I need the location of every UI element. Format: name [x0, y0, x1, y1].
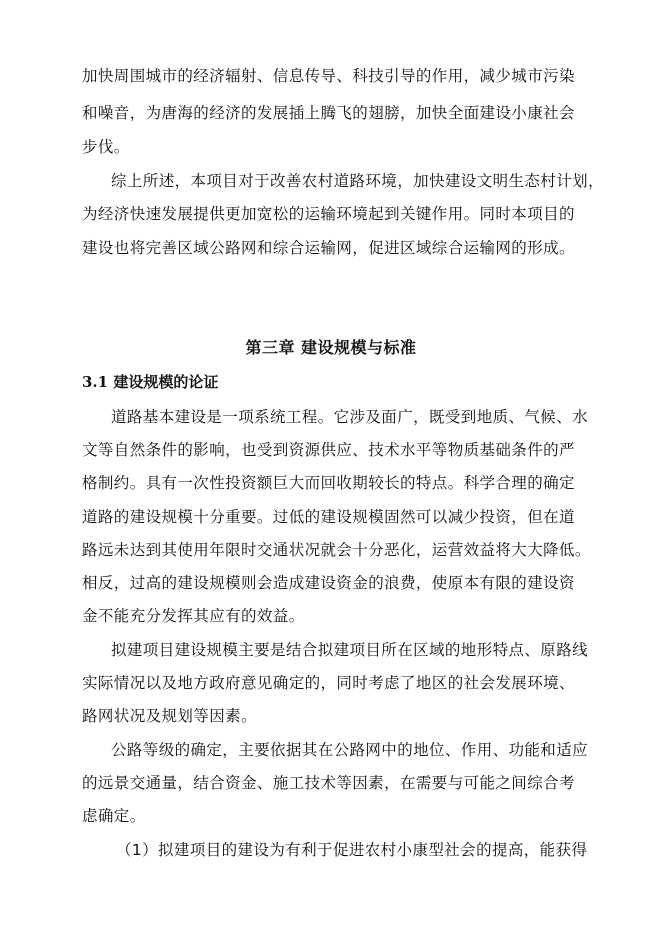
para2-line-3: 路网状况及规划等因素。	[82, 707, 257, 725]
intro-line-2: 和噪音，为唐海的经济的发展插上腾飞的翅膀，加快全面建设小康社会	[82, 104, 575, 122]
para1-line-2: 文等自然条件的影响，也受到资源供应、技术水平等物质基础条件的严	[82, 441, 575, 459]
intro-line-3: 步伐。	[82, 138, 130, 156]
para4-line-1: （1）拟建项目的建设为有利于促进农村小康型社会的提高，能获得	[116, 841, 588, 859]
para3-line-1: 公路等级的确定，主要依据其在公路网中的地位、作用、功能和适应	[111, 741, 589, 759]
para3-line-2: 的远景交通量，结合资金、施工技术等因素，在需要与可能之间综合考	[82, 774, 575, 792]
intro-line-1: 加快周围城市的经济辐射、信息传导、科技引导的作用，减少城市污染	[82, 67, 575, 85]
summary-line-1: 综上所述，本项目对于改善农村道路环境，加快建设文明生态村计划，	[111, 172, 604, 190]
chapter-title: 第三章 建设规模与标准	[245, 338, 417, 357]
para1-line-6: 相反，过高的建设规模则会造成建设资金的浪费，使原本有限的建设资	[82, 574, 575, 592]
summary-line-2: 为经济快速发展提供更加宽松的运输环境起到关键作用。同时本项目的	[82, 205, 575, 223]
para1-line-5: 路远未达到其使用年限时交通状况就会十分恶化，运营效益将大大降低。	[82, 541, 591, 559]
para1-line-4: 道路的建设规模十分重要。过低的建设规模固然可以减少投资，但在道	[82, 508, 575, 526]
summary-line-3: 建设也将完善区域公路网和综合运输网，促进区域综合运输网的形成。	[82, 239, 575, 257]
para2-line-2: 实际情况以及地方政府意见确定的，同时考虑了地区的社会发展环境、	[82, 674, 575, 692]
para2-line-1: 拟建项目建设规模主要是结合拟建项目所在区域的地形特点、原路线	[111, 641, 589, 659]
section-title: 3.1 建设规模的论证	[82, 373, 219, 391]
para1-line-7: 金不能充分发挥其应有的效益。	[82, 607, 305, 625]
para3-line-3: 虑确定。	[82, 807, 146, 825]
para1-line-3: 格制约。具有一次性投资额巨大而回收期较长的特点。科学合理的确定	[82, 474, 575, 492]
para1-line-1: 道路基本建设是一项系统工程。它涉及面广，既受到地质、气候、水	[111, 408, 589, 426]
